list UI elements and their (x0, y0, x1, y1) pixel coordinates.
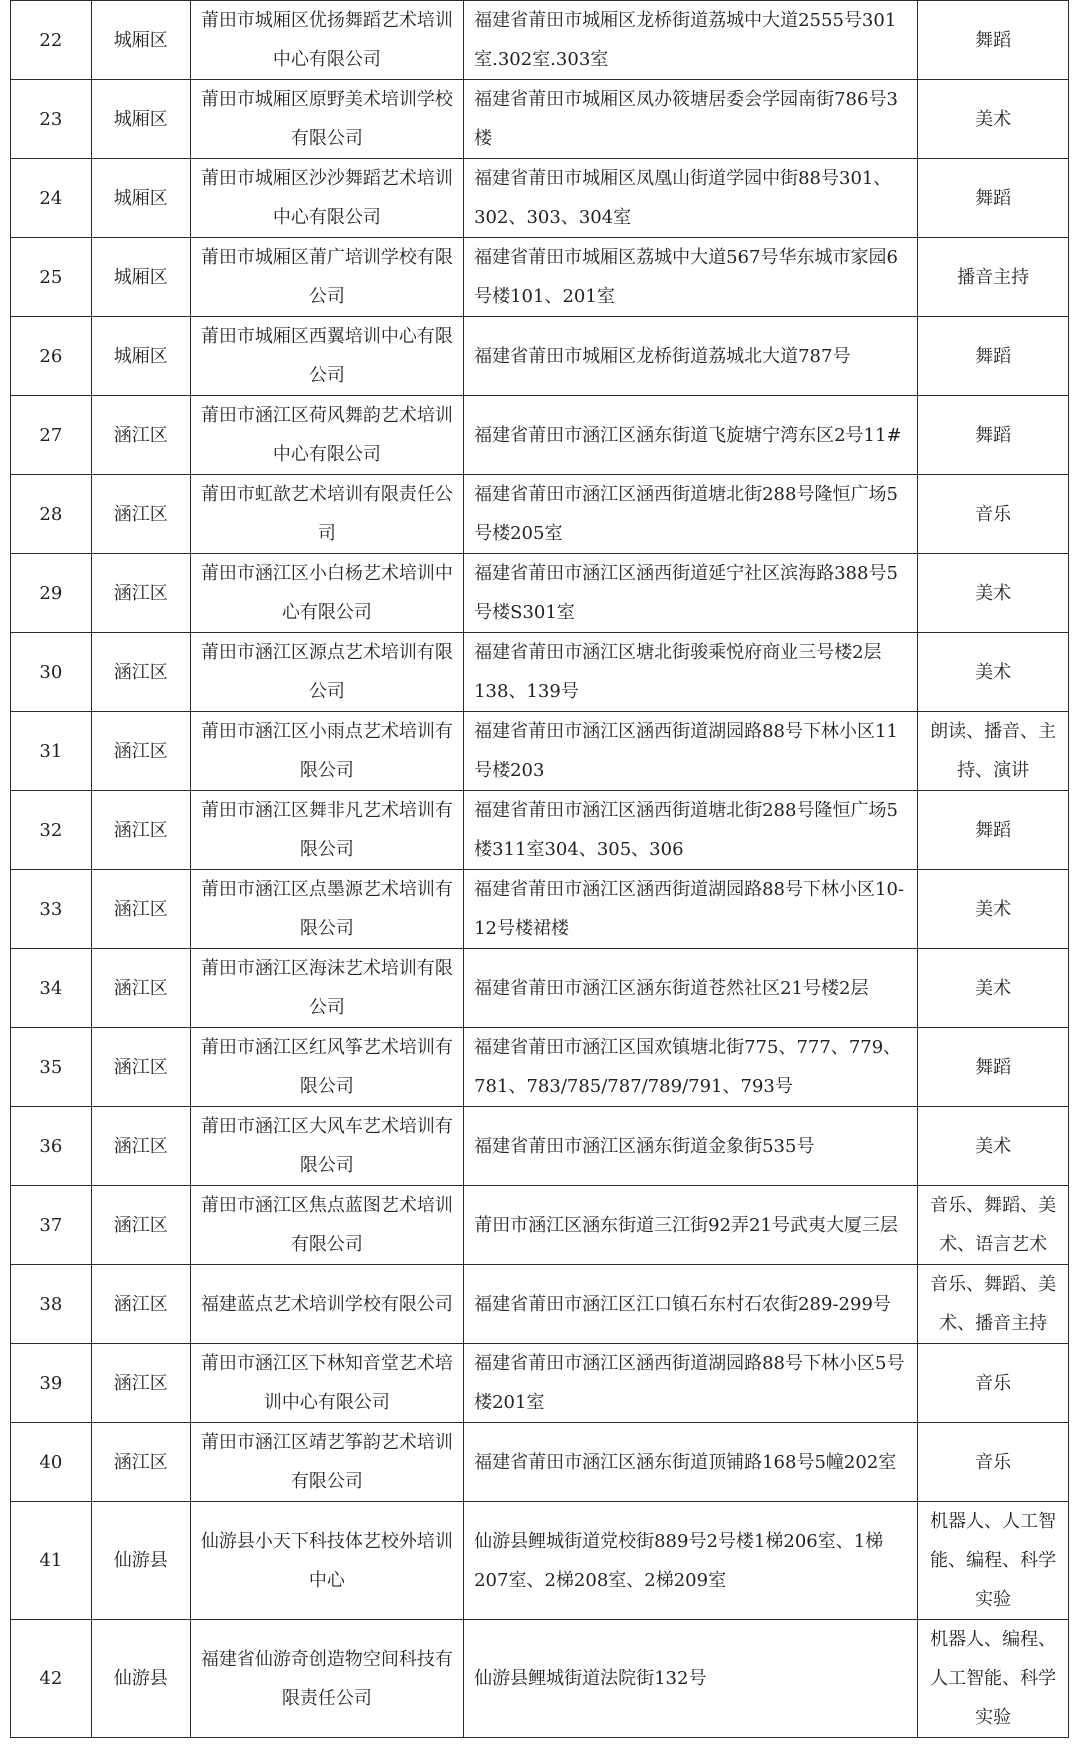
institution-name-cell: 莆田市涵江区大风车艺术培训有限公司 (190, 1107, 463, 1186)
row-number: 29 (11, 554, 92, 633)
row-number: 37 (11, 1186, 92, 1265)
table-body (11, 1, 1069, 1738)
institution-name-cell: 福建蓝点艺术培训学校有限公司 (190, 1265, 463, 1344)
table-row (11, 475, 1069, 554)
institution-name-cell: 莆田市涵江区点墨源艺术培训有限公司 (190, 870, 463, 949)
table-row (11, 1265, 1069, 1344)
address-cell: 福建省莆田市涵江区涵西街道湖园路88号下林小区11号楼203 (464, 712, 918, 791)
institution-name-cell: 莆田市涵江区下林知音堂艺术培训中心有限公司 (190, 1344, 463, 1423)
training-type-cell: 美术 (918, 949, 1069, 1028)
row-number: 34 (11, 949, 92, 1028)
row-number: 27 (11, 396, 92, 475)
institution-name-cell: 莆田市涵江区荷风舞韵艺术培训中心有限公司 (190, 396, 463, 475)
address-cell: 仙游县鲤城街道法院街132号 (464, 1620, 918, 1738)
district-cell: 涵江区 (91, 791, 190, 870)
district-cell: 城厢区 (91, 80, 190, 159)
district-cell: 涵江区 (91, 554, 190, 633)
table-row (11, 1502, 1069, 1620)
table-row (11, 396, 1069, 475)
row-number: 22 (11, 1, 92, 80)
table-row (11, 791, 1069, 870)
district-cell: 涵江区 (91, 949, 190, 1028)
address-cell: 福建省莆田市涵江区涵西街道湖园路88号下林小区10-12号楼裙楼 (464, 870, 918, 949)
institution-name-cell: 莆田市涵江区小白杨艺术培训中心有限公司 (190, 554, 463, 633)
institution-name-cell: 莆田市涵江区红风筝艺术培训有限公司 (190, 1028, 463, 1107)
institution-name-cell: 莆田市城厢区西翼培训中心有限公司 (190, 317, 463, 396)
district-cell: 涵江区 (91, 870, 190, 949)
training-type-cell: 音乐 (918, 475, 1069, 554)
table-row (11, 1344, 1069, 1423)
institution-name-cell: 莆田市涵江区源点艺术培训有限公司 (190, 633, 463, 712)
training-type-cell: 舞蹈 (918, 159, 1069, 238)
district-cell: 城厢区 (91, 317, 190, 396)
row-number: 23 (11, 80, 92, 159)
address-cell: 福建省莆田市城厢区荔城中大道567号华东城市家园6号楼101、201室 (464, 238, 918, 317)
table-row (11, 554, 1069, 633)
district-cell: 涵江区 (91, 1344, 190, 1423)
institution-name-cell: 仙游县小天下科技体艺校外培训中心 (190, 1502, 463, 1620)
table-row (11, 1423, 1069, 1502)
district-cell: 涵江区 (91, 1423, 190, 1502)
row-number: 42 (11, 1620, 92, 1738)
table-row (11, 1028, 1069, 1107)
training-type-cell: 舞蹈 (918, 1028, 1069, 1107)
training-type-cell: 舞蹈 (918, 396, 1069, 475)
district-cell: 涵江区 (91, 1265, 190, 1344)
row-number: 25 (11, 238, 92, 317)
address-cell: 福建省莆田市城厢区龙桥街道荔城北大道787号 (464, 317, 918, 396)
address-cell: 福建省莆田市城厢区凤凰山街道学园中街88号301、302、303、304室 (464, 159, 918, 238)
training-type-cell: 音乐 (918, 1423, 1069, 1502)
address-cell: 福建省莆田市涵江区涵西街道延宁社区滨海路388号5号楼S301室 (464, 554, 918, 633)
institution-name-cell: 莆田市涵江区靖艺筝韵艺术培训有限公司 (190, 1423, 463, 1502)
address-cell: 莆田市涵江区涵东街道三江街92弄21号武夷大厦三层 (464, 1186, 918, 1265)
address-cell: 福建省莆田市涵江区涵东街道顶铺路168号5幢202室 (464, 1423, 918, 1502)
institution-name-cell: 莆田市涵江区小雨点艺术培训有限公司 (190, 712, 463, 791)
address-cell: 福建省莆田市涵江区涵东街道苍然社区21号楼2层 (464, 949, 918, 1028)
row-number: 33 (11, 870, 92, 949)
institution-name-cell: 莆田市涵江区焦点蓝图艺术培训有限公司 (190, 1186, 463, 1265)
table-row (11, 949, 1069, 1028)
address-cell: 福建省莆田市涵江区国欢镇塘北街775、777、779、781、783/785/787/789/791、793号 (464, 1028, 918, 1107)
training-type-cell: 音乐、舞蹈、美术、播音主持 (918, 1265, 1069, 1344)
table-row (11, 1107, 1069, 1186)
institution-name-cell: 莆田市涵江区舞非凡艺术培训有限公司 (190, 791, 463, 870)
training-type-cell: 舞蹈 (918, 317, 1069, 396)
district-cell: 涵江区 (91, 1028, 190, 1107)
row-number: 38 (11, 1265, 92, 1344)
row-number: 24 (11, 159, 92, 238)
institution-name-cell: 福建省仙游奇创造物空间科技有限责任公司 (190, 1620, 463, 1738)
training-type-cell: 美术 (918, 633, 1069, 712)
district-cell: 城厢区 (91, 238, 190, 317)
address-cell: 福建省莆田市涵江区江口镇石东村石农街289-299号 (464, 1265, 918, 1344)
row-number: 39 (11, 1344, 92, 1423)
district-cell: 仙游县 (91, 1620, 190, 1738)
district-cell: 城厢区 (91, 159, 190, 238)
table-row (11, 633, 1069, 712)
district-cell: 涵江区 (91, 712, 190, 791)
address-cell: 仙游县鲤城街道党校街889号2号楼1梯206室、1梯207室、2梯208室、2梯209室 (464, 1502, 918, 1620)
address-cell: 福建省莆田市涵江区涵东街道金象街535号 (464, 1107, 918, 1186)
address-cell: 福建省莆田市涵江区涵西街道湖园路88号下林小区5号楼201室 (464, 1344, 918, 1423)
institution-name-cell: 莆田市城厢区原野美术培训学校有限公司 (190, 80, 463, 159)
training-type-cell: 音乐、舞蹈、美术、语言艺术 (918, 1186, 1069, 1265)
table-row (11, 159, 1069, 238)
institution-name-cell: 莆田市城厢区优扬舞蹈艺术培训中心有限公司 (190, 1, 463, 80)
district-cell: 涵江区 (91, 475, 190, 554)
district-cell: 仙游县 (91, 1502, 190, 1620)
table-row (11, 317, 1069, 396)
row-number: 36 (11, 1107, 92, 1186)
address-cell: 福建省莆田市城厢区龙桥街道荔城中大道2555号301室.302室.303室 (464, 1, 918, 80)
row-number: 35 (11, 1028, 92, 1107)
district-cell: 城厢区 (91, 1, 190, 80)
row-number: 31 (11, 712, 92, 791)
row-number: 32 (11, 791, 92, 870)
training-institution-table (10, 0, 1069, 1738)
training-type-cell: 舞蹈 (918, 1, 1069, 80)
address-cell: 福建省莆田市城厢区凤办筱塘居委会学园南街786号3楼 (464, 80, 918, 159)
training-type-cell: 美术 (918, 554, 1069, 633)
address-cell: 福建省莆田市涵江区塘北街骏乘悦府商业三号楼2层138、139号 (464, 633, 918, 712)
address-cell: 福建省莆田市涵江区涵西街道塘北街288号隆恒广场5楼311室304、305、306 (464, 791, 918, 870)
training-type-cell: 音乐 (918, 1344, 1069, 1423)
training-type-cell: 美术 (918, 80, 1069, 159)
row-number: 30 (11, 633, 92, 712)
district-cell: 涵江区 (91, 1107, 190, 1186)
district-cell: 涵江区 (91, 633, 190, 712)
institution-name-cell: 莆田市涵江区海沫艺术培训有限公司 (190, 949, 463, 1028)
table-row (11, 712, 1069, 791)
institution-name-cell: 莆田市城厢区莆广培训学校有限公司 (190, 238, 463, 317)
table-row (11, 1186, 1069, 1265)
training-type-cell: 美术 (918, 870, 1069, 949)
district-cell: 涵江区 (91, 1186, 190, 1265)
row-number: 40 (11, 1423, 92, 1502)
institution-name-cell: 莆田市城厢区沙沙舞蹈艺术培训中心有限公司 (190, 159, 463, 238)
training-type-cell: 机器人、编程、人工智能、科学实验 (918, 1620, 1069, 1738)
training-type-cell: 舞蹈 (918, 791, 1069, 870)
table-row (11, 80, 1069, 159)
table-row (11, 1620, 1069, 1738)
training-type-cell: 播音主持 (918, 238, 1069, 317)
table-row (11, 870, 1069, 949)
table-row (11, 1, 1069, 80)
address-cell: 福建省莆田市涵江区涵东街道飞旋塘宁湾东区2号11# (464, 396, 918, 475)
training-type-cell: 美术 (918, 1107, 1069, 1186)
row-number: 41 (11, 1502, 92, 1620)
address-cell: 福建省莆田市涵江区涵西街道塘北街288号隆恒广场5号楼205室 (464, 475, 918, 554)
row-number: 28 (11, 475, 92, 554)
training-type-cell: 朗读、播音、主持、演讲 (918, 712, 1069, 791)
row-number: 26 (11, 317, 92, 396)
table-row (11, 238, 1069, 317)
training-type-cell: 机器人、人工智能、编程、科学实验 (918, 1502, 1069, 1620)
institution-name-cell: 莆田市虹歆艺术培训有限责任公司 (190, 475, 463, 554)
district-cell: 涵江区 (91, 396, 190, 475)
